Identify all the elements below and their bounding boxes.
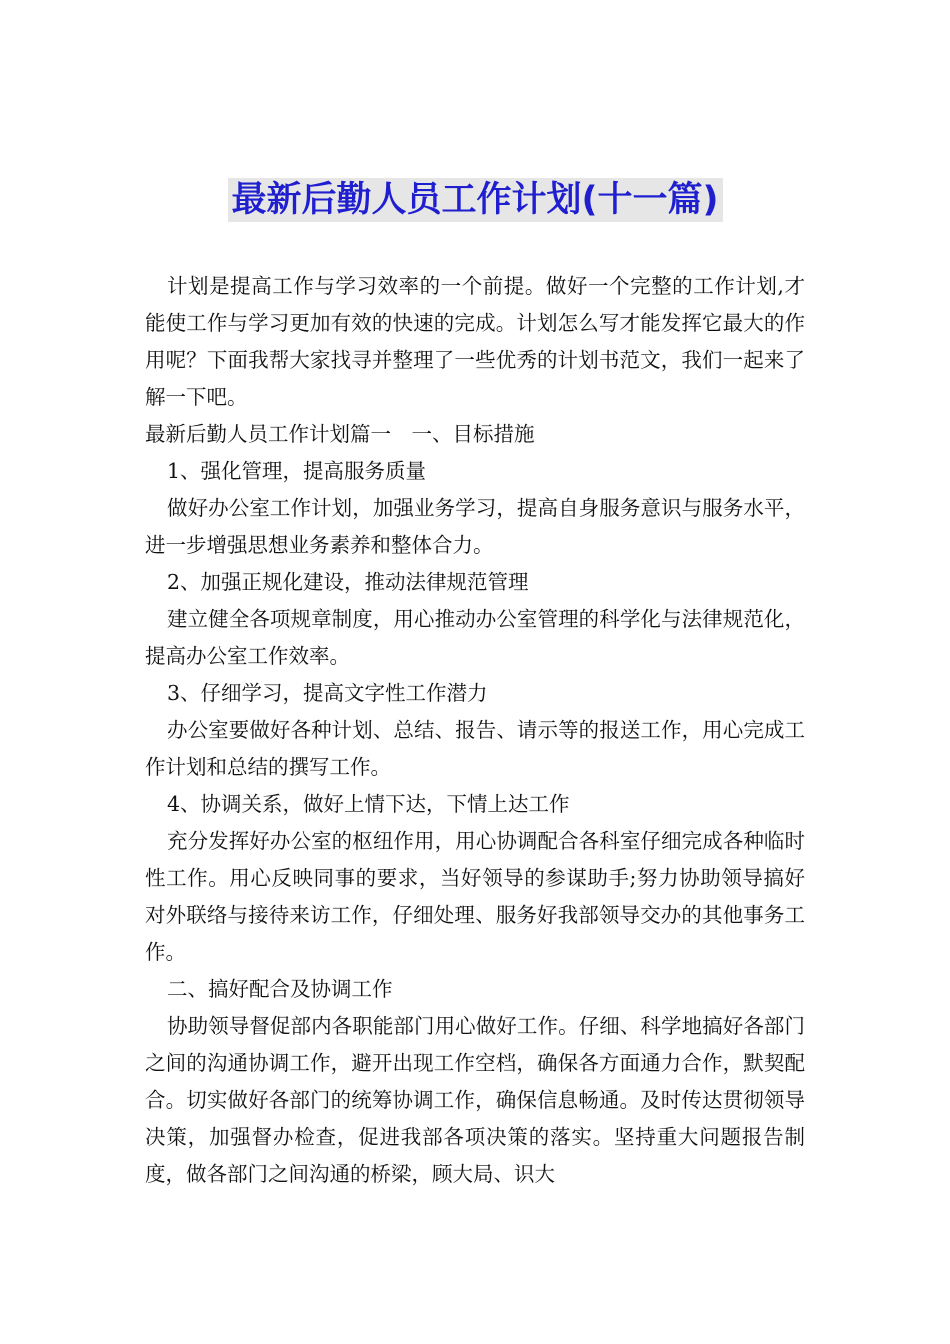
paragraph-item-1-body: 做好办公室工作计划，加强业务学习，提高自身服务意识与服务水平，进一步增强思想业务素养和整体合力。: [145, 496, 805, 557]
paragraph-section-2-heading: 二、搞好配合及协调工作: [167, 977, 393, 1001]
paragraph-item-2-heading: 2、加强正规化建设，推动法律规范管理: [167, 570, 529, 594]
paragraph-item-4-body: 充分发挥好办公室的枢纽作用，用心协调配合各科室仔细完成各种临时性工作。用心反映同事的要求，当好领导的参谋助手;努力协助领导搞好对外联络与接待来访工作，仔细处理、服务好我部领导交办的其他事务工作。: [145, 829, 805, 964]
paragraph-section-2-body: 协助领导督促部内各职能部门用心做好工作。仔细、科学地搞好各部门之间的沟通协调工作，避开出现工作空档，确保各方面通力合作，默契配合。切实做好各部门的统筹协调工作，确保信息畅通。及时传达贯彻领导决策，加强督办检查，促进我部各项决策的落实。坚持重大问题报告制度，做各部门之间沟通的桥梁，顾大局、识大: [145, 1014, 805, 1186]
document-body: [145, 268, 805, 1193]
paragraph-item-2-body: 建立健全各项规章制度，用心推动办公室管理的科学化与法律规范化，提高办公室工作效率。: [145, 607, 805, 668]
document-title: 最新后勤人员工作计划(十一篇): [228, 178, 723, 222]
paragraph-section-heading: 最新后勤人员工作计划篇一 一、目标措施: [145, 422, 535, 446]
paragraph-item-3-body: 办公室要做好各种计划、总结、报告、请示等的报送工作，用心完成工作计划和总结的撰写工作。: [145, 718, 805, 779]
paragraph-item-1-heading: 1、强化管理，提高服务质量: [167, 459, 427, 483]
paragraph-item-3-heading: 3、仔细学习，提高文字性工作潜力: [167, 681, 488, 705]
title-container: [0, 178, 950, 222]
paragraph-item-4-heading: 4、协调关系，做好上情下达，下情上达工作: [167, 792, 570, 816]
paragraph-intro: 计划是提高工作与学习效率的一个前提。做好一个完整的工作计划,才能使工作与学习更加有效的快速的完成。计划怎么写才能发挥它最大的作用呢？下面我帮大家找寻并整理了一些优秀的计划书范文，我们一起来了解一下吧。: [145, 274, 805, 409]
